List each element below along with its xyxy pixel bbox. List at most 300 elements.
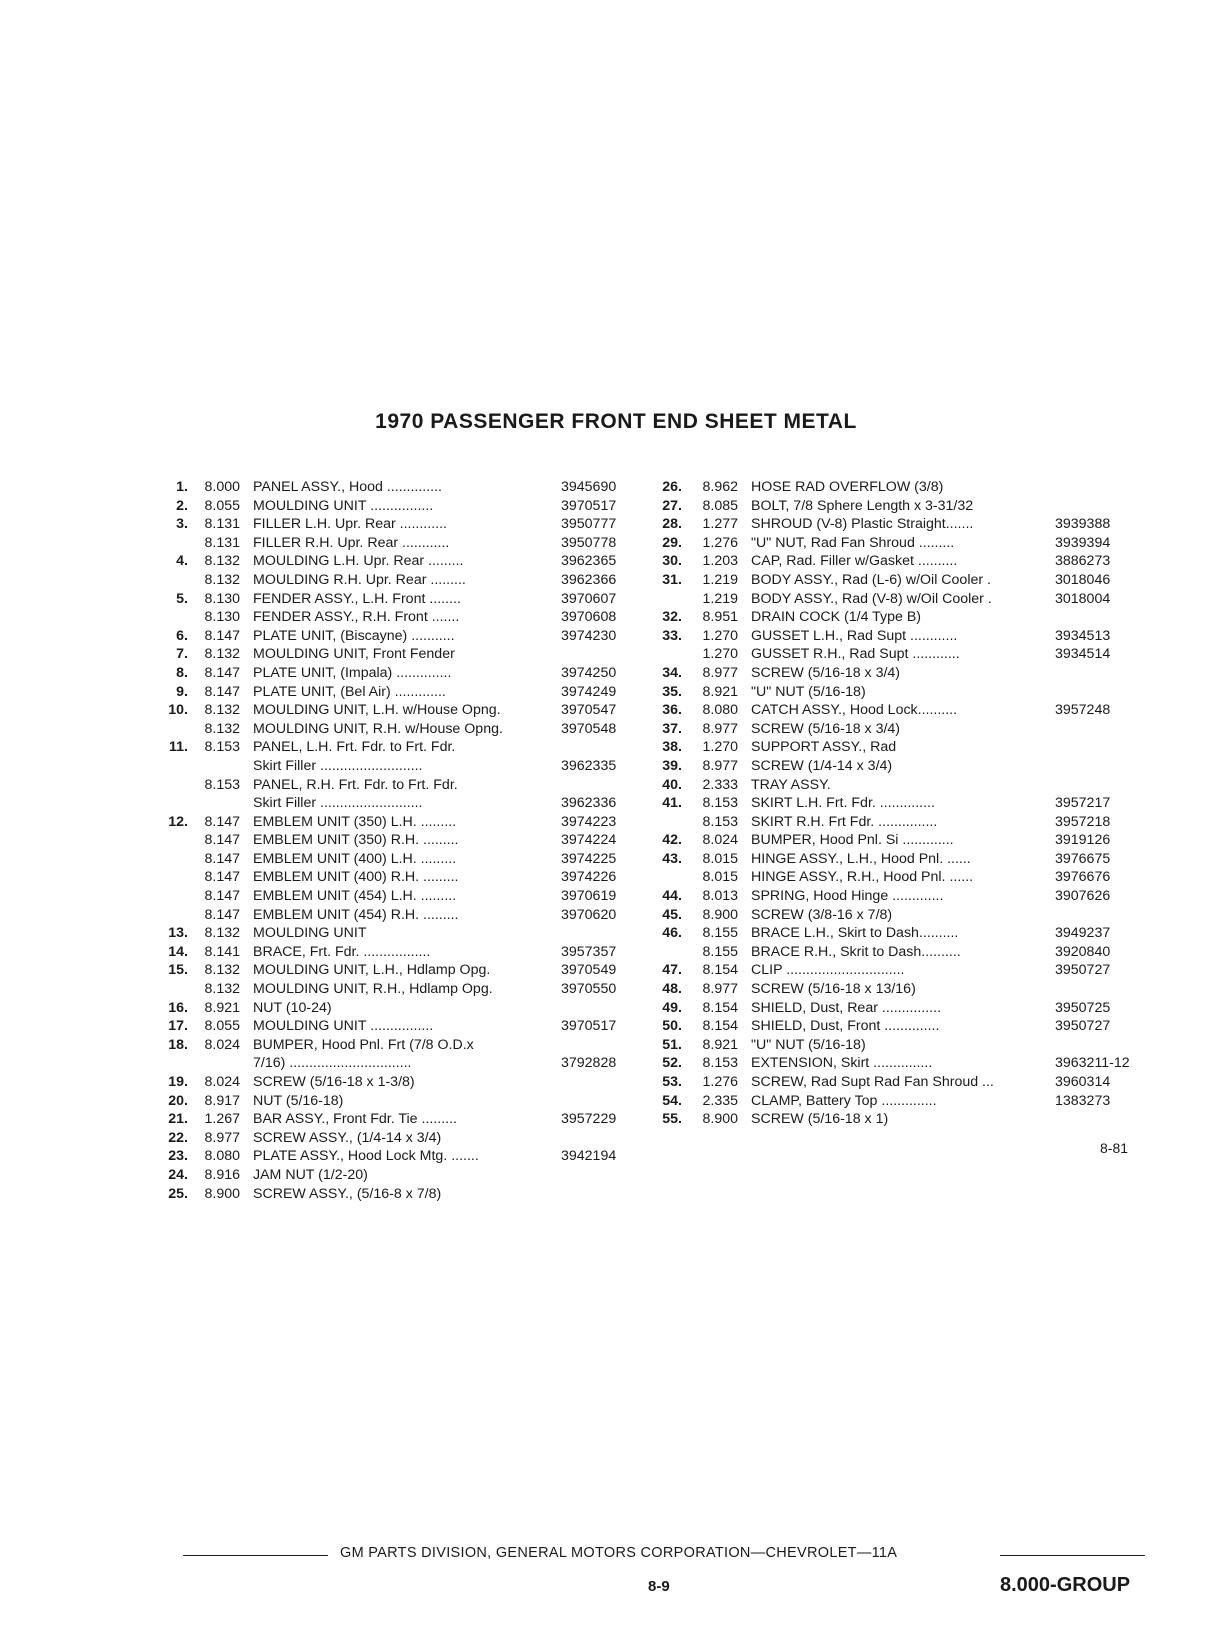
parts-row <box>652 980 1162 999</box>
item-number: 53. <box>662 1074 682 1090</box>
parts-row <box>156 1036 646 1055</box>
part-description: MOULDING L.H. Upr. Rear ......... <box>253 553 464 570</box>
part-description: SCREW ASSY., (1/4-14 x 3/4) <box>253 1129 442 1146</box>
part-description: BODY ASSY., Rad (V-8) w/Oil Cooler . <box>751 590 992 607</box>
item-number: 41. <box>662 795 682 812</box>
part-number: 3970620 <box>561 906 617 923</box>
group-number: 8.153 <box>204 776 240 793</box>
part-number: 3974250 <box>561 664 617 681</box>
item-number <box>156 831 188 850</box>
part-description: DRAIN COCK (1/4 Type B) <box>751 609 922 626</box>
item-number: 19. <box>168 1074 188 1090</box>
part-number: 3974225 <box>561 850 617 867</box>
part-description: EMBLEM UNIT (400) R.H. ......... <box>253 869 459 886</box>
part-number: 1383273 <box>1055 1092 1111 1109</box>
group-number: 8.977 <box>702 664 738 681</box>
group-number: 8.154 <box>702 962 738 979</box>
group-number: 8.916 <box>204 1166 240 1183</box>
part-description: EMBLEM UNIT (350) L.H. ......... <box>253 813 457 830</box>
parts-row <box>652 1036 1162 1055</box>
part-number <box>1047 738 1055 757</box>
item-number: 3. <box>176 516 188 533</box>
group-number: 8.024 <box>702 832 738 849</box>
part-number: 3962366 <box>561 571 617 588</box>
item-number: 50. <box>662 1018 682 1035</box>
item-number: 36. <box>662 702 682 719</box>
group-number: 8.900 <box>204 1185 240 1202</box>
part-description: MOULDING UNIT, L.H., Hdlamp Opg. <box>253 962 491 979</box>
group-number: 1.270 <box>702 646 738 663</box>
group-label: 8.000-GROUP <box>1000 1574 1131 1596</box>
part-description: PLATE ASSY., Hood Lock Mtg. ....... <box>253 1148 479 1165</box>
group-number: 8.132 <box>204 962 240 979</box>
parts-row <box>156 1166 646 1185</box>
part-description: JAM NUT (1/2-20) <box>253 1166 368 1183</box>
part-description: CLAMP, Battery Top .............. <box>751 1092 937 1109</box>
part-number: 3945690 <box>561 479 617 495</box>
part-description: BRACE R.H., Skrit to Dash.......... <box>751 943 961 960</box>
part-description: "U" NUT, Rad Fan Shroud ......... <box>751 534 955 551</box>
item-number <box>156 980 188 999</box>
part-number: 3970548 <box>561 720 617 737</box>
part-number <box>553 1166 561 1185</box>
item-number: 33. <box>662 627 682 644</box>
parts-row <box>156 776 646 795</box>
group-number: 8.147 <box>204 850 240 867</box>
part-description: BAR ASSY., Front Fdr. Tie ......... <box>253 1111 457 1128</box>
item-number: 9. <box>176 683 188 700</box>
group-number: 8.132 <box>204 702 240 719</box>
part-description: SCREW ASSY., (5/16-8 x 7/8) <box>253 1185 442 1202</box>
group-number: 8.153 <box>204 739 240 756</box>
part-description: PLATE UNIT, (Bel Air) ............. <box>253 683 446 700</box>
parts-row <box>652 608 1162 627</box>
item-number: 37. <box>662 720 682 737</box>
part-number <box>1047 683 1055 702</box>
item-number: 23. <box>168 1148 188 1165</box>
item-number <box>156 534 188 553</box>
group-number: 8.921 <box>702 683 738 700</box>
part-description: SCREW (5/16-18 x 3/4) <box>751 720 901 737</box>
page-number: 8-9 <box>648 1578 670 1595</box>
part-number <box>1047 1110 1055 1129</box>
part-description: "U" NUT (5/16-18) <box>751 683 866 700</box>
part-number: 3934513 <box>1055 627 1111 644</box>
parts-row <box>156 980 646 999</box>
part-description: SCREW (5/16-18 x 1-3/8) <box>253 1074 415 1090</box>
part-description: SHIELD, Dust, Front .............. <box>751 1018 940 1035</box>
parts-row <box>156 664 646 683</box>
part-number <box>1047 664 1055 683</box>
group-number: 8.141 <box>204 943 240 960</box>
item-number: 13. <box>168 925 188 942</box>
group-number: 1.267 <box>204 1111 240 1128</box>
part-description: BUMPER, Hood Pnl. Si ............. <box>751 832 954 849</box>
group-number: 8.024 <box>204 1074 240 1090</box>
part-description: FENDER ASSY., R.H. Front ....... <box>253 609 460 626</box>
parts-row <box>156 552 646 571</box>
parts-row <box>156 794 646 813</box>
part-number <box>553 1073 561 1092</box>
part-number: 3950725 <box>1055 999 1111 1016</box>
item-number: 1. <box>176 479 188 495</box>
part-number: 3919126 <box>1055 832 1111 849</box>
item-number: 44. <box>662 888 682 905</box>
part-number: 3792828 <box>561 1055 617 1072</box>
part-number <box>553 1129 561 1148</box>
group-number: 8.055 <box>204 497 240 514</box>
item-number: 14. <box>168 943 188 960</box>
parts-row <box>652 738 1162 757</box>
part-number: 3970517 <box>561 1018 617 1035</box>
part-description: FILLER R.H. Upr. Rear ............ <box>253 534 450 551</box>
part-description: MOULDING UNIT, Front Fender <box>253 646 455 663</box>
part-number: 3949237 <box>1055 925 1111 942</box>
group-number: 8.147 <box>204 627 240 644</box>
part-number: 3950727 <box>1055 962 1111 979</box>
part-number: 3957248 <box>1055 702 1111 719</box>
parts-row <box>156 1092 646 1111</box>
group-number: 8.147 <box>204 664 240 681</box>
part-description: PANEL, L.H. Frt. Fdr. to Frt. Fdr. <box>253 739 456 756</box>
group-number: 8.013 <box>702 888 738 905</box>
parts-list-left <box>156 478 646 1203</box>
group-number: 8.132 <box>204 720 240 737</box>
item-number: 28. <box>662 516 682 533</box>
page-reference: 8-81 <box>1100 1140 1129 1156</box>
part-description: SCREW (5/16-18 x 3/4) <box>751 664 901 681</box>
group-number: 8.080 <box>204 1148 240 1165</box>
parts-row <box>652 590 1162 609</box>
item-number: 48. <box>662 981 682 998</box>
item-number: 4. <box>176 553 188 570</box>
group-number: 8.015 <box>702 850 738 867</box>
group-number: 8.131 <box>204 516 240 533</box>
part-number: 3962365 <box>561 553 617 570</box>
parts-row <box>156 515 646 534</box>
item-number: 29. <box>662 534 682 551</box>
part-number: 3957218 <box>1055 813 1111 830</box>
parts-row <box>156 590 646 609</box>
page-title: 1970 PASSENGER FRONT END SHEET METAL <box>375 410 857 433</box>
part-number <box>1047 478 1055 497</box>
part-description: HOSE RAD OVERFLOW (3/8) <box>751 479 944 495</box>
group-number: 8.130 <box>204 590 240 607</box>
parts-row <box>156 1129 646 1148</box>
group-number: 8.921 <box>702 1036 738 1053</box>
part-number <box>553 1036 561 1055</box>
group-number: 8.147 <box>204 869 240 886</box>
item-number: 16. <box>168 999 188 1016</box>
part-description: FILLER L.H. Upr. Rear ............ <box>253 516 447 533</box>
item-number: 38. <box>662 739 682 756</box>
parts-row <box>156 1110 646 1129</box>
part-description: HINGE ASSY., L.H., Hood Pnl. ...... <box>751 850 971 867</box>
parts-row <box>156 720 646 739</box>
part-description: SUPPORT ASSY., Rad <box>751 739 897 756</box>
group-number: 8.132 <box>204 925 240 942</box>
part-number <box>553 776 561 795</box>
group-number: 2.335 <box>702 1092 738 1109</box>
part-description: MOULDING UNIT ................ <box>253 1018 434 1035</box>
part-number: 3018046 <box>1055 571 1111 588</box>
part-number <box>553 924 561 943</box>
part-description: HINGE ASSY., R.H., Hood Pnl. ...... <box>751 869 974 886</box>
part-number <box>553 1185 561 1204</box>
parts-row <box>652 720 1162 739</box>
parts-row <box>652 887 1162 906</box>
parts-row <box>652 794 1162 813</box>
item-number: 2. <box>176 497 188 514</box>
group-number: 8.154 <box>702 1018 738 1035</box>
item-number: 34. <box>662 664 682 681</box>
parts-row <box>156 999 646 1018</box>
part-number: 3970607 <box>561 590 617 607</box>
part-description: Skirt Filler .......................... <box>253 795 423 812</box>
group-number: 8.085 <box>702 497 738 514</box>
parts-row <box>156 1073 646 1092</box>
item-number: 35. <box>662 683 682 700</box>
group-number: 1.270 <box>702 627 738 644</box>
parts-row <box>652 1073 1162 1092</box>
parts-row <box>156 906 646 925</box>
footer-rule-left <box>183 1555 328 1556</box>
group-number: 8.147 <box>204 906 240 923</box>
item-number <box>652 813 682 832</box>
part-number <box>553 1092 561 1111</box>
part-description: NUT (5/16-18) <box>253 1092 344 1109</box>
part-number: 3970608 <box>561 609 617 626</box>
item-number: 26. <box>662 479 682 495</box>
parts-row <box>156 608 646 627</box>
item-number: 12. <box>168 813 188 830</box>
parts-row <box>652 627 1162 646</box>
part-number <box>553 999 561 1018</box>
item-number: 49. <box>662 999 682 1016</box>
part-description: SCREW (1/4-14 x 3/4) <box>751 757 893 774</box>
parts-row <box>156 961 646 980</box>
group-number: 8.153 <box>702 813 738 830</box>
item-number: 11. <box>169 739 188 756</box>
group-number: 1.277 <box>702 516 738 533</box>
part-description: SCREW (5/16-18 x 1) <box>751 1111 889 1128</box>
parts-row <box>652 515 1162 534</box>
parts-row <box>652 999 1162 1018</box>
part-number: 3974223 <box>561 813 617 830</box>
part-number <box>1047 720 1055 739</box>
part-number: 3950778 <box>561 534 617 551</box>
parts-row <box>156 627 646 646</box>
item-number: 24. <box>168 1166 188 1183</box>
part-number: 3974249 <box>561 683 617 700</box>
part-description: PLATE UNIT, (Biscayne) ........... <box>253 627 455 644</box>
part-number <box>1047 980 1055 999</box>
part-number: 3970517 <box>561 497 617 514</box>
part-description: MOULDING UNIT <box>253 925 367 942</box>
group-number: 1.276 <box>702 1074 738 1090</box>
item-number <box>156 720 188 739</box>
parts-row <box>652 664 1162 683</box>
group-number: 8.962 <box>702 479 738 495</box>
parts-row <box>652 534 1162 553</box>
group-number: 8.132 <box>204 553 240 570</box>
parts-row <box>652 831 1162 850</box>
parts-row <box>156 943 646 962</box>
part-number: 3970547 <box>561 702 617 719</box>
parts-row <box>156 1017 646 1036</box>
parts-row <box>652 1110 1162 1129</box>
group-number: 8.977 <box>204 1129 240 1146</box>
part-number: 3963211-12 <box>1055 1055 1130 1072</box>
item-number: 39. <box>662 757 682 774</box>
item-number <box>156 571 188 590</box>
parts-row <box>652 1054 1162 1073</box>
parts-row <box>652 701 1162 720</box>
item-number: 51. <box>662 1036 682 1053</box>
item-number: 55. <box>662 1111 682 1128</box>
part-number: 3970550 <box>561 981 617 998</box>
parts-row <box>156 1147 646 1166</box>
item-number: 25. <box>168 1185 188 1202</box>
part-description: SCREW (5/16-18 x 13/16) <box>751 981 916 998</box>
part-description: BODY ASSY., Rad (L-6) w/Oil Cooler . <box>751 571 991 588</box>
parts-row <box>156 757 646 776</box>
parts-row <box>652 683 1162 702</box>
item-number: 45. <box>662 906 682 923</box>
part-description: EMBLEM UNIT (400) L.H. ......... <box>253 850 457 867</box>
part-number: 3934514 <box>1055 646 1111 663</box>
group-number: 8.917 <box>204 1092 240 1109</box>
parts-row <box>652 961 1162 980</box>
parts-row <box>156 831 646 850</box>
parts-row <box>652 850 1162 869</box>
part-number: 3974226 <box>561 869 617 886</box>
parts-row <box>156 887 646 906</box>
part-number <box>553 738 561 757</box>
item-number: 30. <box>662 553 682 570</box>
item-number: 18. <box>168 1036 188 1053</box>
part-description: EXTENSION, Skirt ............... <box>751 1055 933 1072</box>
group-number: 8.900 <box>702 906 738 923</box>
part-number: 3976676 <box>1055 869 1111 886</box>
group-number: 1.270 <box>702 739 738 756</box>
part-description: GUSSET R.H., Rad Supt ............ <box>751 646 960 663</box>
item-number: 32. <box>662 609 682 626</box>
item-number <box>156 850 188 869</box>
part-description: MOULDING UNIT ................ <box>253 497 434 514</box>
group-number: 8.147 <box>204 683 240 700</box>
part-description: Skirt Filler .......................... <box>253 757 423 774</box>
part-description: TRAY ASSY. <box>751 776 831 793</box>
group-number: 8.147 <box>204 832 240 849</box>
item-number <box>156 1054 188 1073</box>
group-number: 8.132 <box>204 981 240 998</box>
group-number <box>188 794 240 813</box>
part-number: 3970549 <box>561 962 617 979</box>
part-description: MOULDING UNIT, L.H. w/House Opng. <box>253 702 501 719</box>
parts-row <box>652 497 1162 516</box>
item-number: 5. <box>176 590 188 607</box>
part-number: 3974230 <box>561 627 617 644</box>
part-number <box>1047 497 1055 516</box>
parts-row <box>652 906 1162 925</box>
part-description: SKIRT R.H. Frt Fdr. ............... <box>751 813 938 830</box>
item-number: 20. <box>168 1092 188 1109</box>
parts-row <box>156 497 646 516</box>
parts-row <box>652 924 1162 943</box>
part-number <box>1047 757 1055 776</box>
parts-row <box>652 757 1162 776</box>
parts-row <box>156 534 646 553</box>
parts-row <box>652 943 1162 962</box>
part-description: SCREW (3/8-16 x 7/8) <box>751 906 893 923</box>
part-description: GUSSET L.H., Rad Supt ............ <box>751 627 958 644</box>
item-number <box>156 887 188 906</box>
group-number: 8.154 <box>702 999 738 1016</box>
part-number: 3950727 <box>1055 1018 1111 1035</box>
group-number: 8.147 <box>204 888 240 905</box>
part-number: 3960314 <box>1055 1074 1111 1090</box>
group-number: 8.155 <box>702 943 738 960</box>
parts-row <box>156 645 646 664</box>
group-number: 1.203 <box>702 553 738 570</box>
item-number: 10. <box>168 702 188 719</box>
item-number <box>156 757 188 776</box>
group-number: 8.080 <box>702 702 738 719</box>
part-description: EMBLEM UNIT (454) L.H. ......... <box>253 888 457 905</box>
item-number: 17. <box>168 1018 188 1035</box>
parts-row <box>156 924 646 943</box>
part-description: PANEL ASSY., Hood .............. <box>253 479 442 495</box>
parts-row <box>652 645 1162 664</box>
group-number: 8.153 <box>702 795 738 812</box>
part-description: NUT (10-24) <box>253 999 332 1016</box>
part-description: BRACE L.H., Skirt to Dash.......... <box>751 925 959 942</box>
part-description: PLATE UNIT, (Impala) .............. <box>253 664 452 681</box>
part-description: MOULDING UNIT, R.H., Hdlamp Opg. <box>253 981 493 998</box>
part-description: CAP, Rad. Filler w/Gasket .......... <box>751 553 958 570</box>
part-description: BOLT, 7/8 Sphere Length x 3-31/32 <box>751 497 974 514</box>
item-number: 46. <box>662 925 682 942</box>
parts-row <box>156 813 646 832</box>
part-description: SHROUD (V-8) Plastic Straight....... <box>751 516 974 533</box>
item-number <box>156 794 188 813</box>
group-number: 8.055 <box>204 1018 240 1035</box>
part-description: MOULDING R.H. Upr. Rear ......... <box>253 571 466 588</box>
part-number: 3962335 <box>561 757 617 774</box>
part-number: 3939388 <box>1055 516 1111 533</box>
parts-row <box>156 868 646 887</box>
item-number: 54. <box>662 1092 682 1109</box>
part-description: "U" NUT (5/16-18) <box>751 1036 866 1053</box>
item-number <box>156 868 188 887</box>
item-number <box>156 776 188 795</box>
part-description: SKIRT L.H. Frt. Fdr. .............. <box>751 795 935 812</box>
item-number: 47. <box>662 962 682 979</box>
group-number: 8.900 <box>702 1111 738 1128</box>
group-number: 8.132 <box>204 571 240 588</box>
part-number: 3939394 <box>1055 534 1111 551</box>
item-number <box>156 608 188 627</box>
parts-row <box>156 850 646 869</box>
footer-rule-right <box>1000 1555 1145 1556</box>
parts-row <box>156 701 646 720</box>
part-description: SHIELD, Dust, Rear ............... <box>751 999 942 1016</box>
parts-row <box>652 776 1162 795</box>
group-number: 8.024 <box>204 1036 240 1053</box>
parts-row <box>652 571 1162 590</box>
item-number: 31. <box>662 571 682 588</box>
